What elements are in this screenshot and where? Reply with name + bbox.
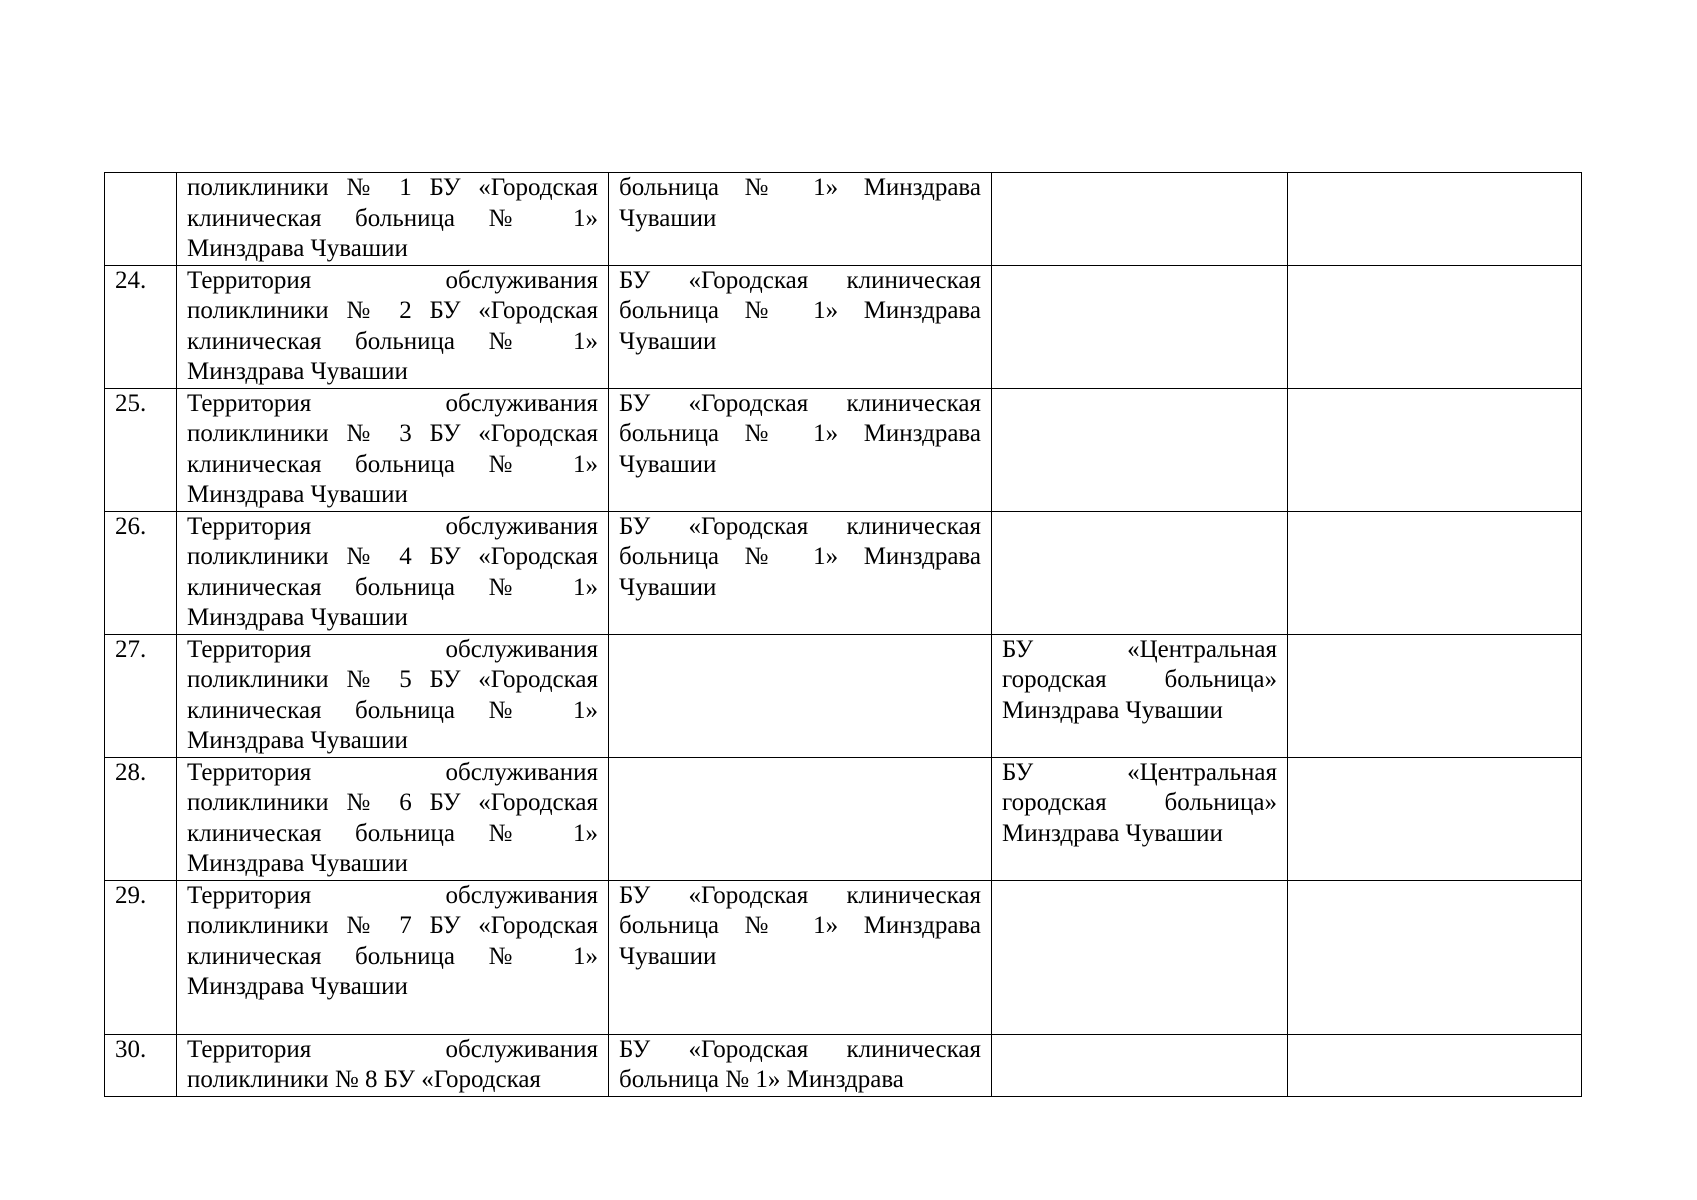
extra-cell [1288, 511, 1582, 634]
central-hospital-cell [992, 880, 1288, 1034]
extra-cell [1288, 173, 1582, 266]
territory-cell [177, 634, 609, 757]
row-number-cell [105, 880, 177, 1034]
table-row [105, 511, 1582, 634]
table-row [105, 880, 1582, 1034]
central-hospital-text: БУ «Центральная городская больница» Минздрава Чувашии [1002, 758, 1277, 847]
hospital-text: БУ «Городская клиническая больница № 1» Минздрава Чувашии [619, 512, 981, 601]
territory-text: Территория обслуживания поликлиники № 8 БУ «Городская [187, 1035, 598, 1093]
row-number-cell [105, 1034, 177, 1096]
territory-text: Территория обслуживания поликлиники № 6 БУ «Городская клиническая больница № 1» Минздрава Чувашии [187, 758, 598, 877]
extra-cell [1288, 388, 1582, 511]
territory-cell [177, 388, 609, 511]
territory-cell [177, 173, 609, 266]
extra-cell [1288, 1034, 1582, 1096]
territory-text: Территория обслуживания поликлиники № 2 БУ «Городская клиническая больница № 1» Минздрава Чувашии [187, 266, 598, 385]
hospital-cell [609, 1034, 992, 1096]
table-row [105, 757, 1582, 880]
table-row [105, 388, 1582, 511]
row-number-cell [105, 265, 177, 388]
row-number: 29. [115, 881, 147, 909]
row-number: 25. [115, 389, 147, 417]
hospital-cell [609, 173, 992, 266]
territory-text: Территория обслуживания поликлиники № 7 БУ «Городская клиническая больница № 1» Минздрава Чувашии [187, 881, 598, 1000]
row-number-cell [105, 173, 177, 266]
hospital-text: БУ «Городская клиническая больница № 1» Минздрава Чувашии [619, 389, 981, 478]
territory-text: поликлиники № 1 БУ «Городская клиническая больница № 1» Минздрава Чувашии [187, 174, 598, 262]
table-row [105, 173, 1582, 266]
row-number-cell [105, 511, 177, 634]
central-hospital-cell [992, 265, 1288, 388]
row-number-cell [105, 757, 177, 880]
central-hospital-cell [992, 634, 1288, 757]
hospital-cell [609, 511, 992, 634]
row-number: 27. [115, 635, 147, 663]
row-number: 30. [115, 1035, 147, 1063]
table-row [105, 1034, 1582, 1096]
row-number-cell [105, 388, 177, 511]
hospital-text: БУ «Городская клиническая больница № 1» Минздрава Чувашии [619, 881, 981, 970]
territory-cell [177, 1034, 609, 1096]
hospital-text: БУ «Городская клиническая больница № 1» Минздрава Чувашии [619, 266, 981, 355]
central-hospital-cell [992, 511, 1288, 634]
territory-text: Территория обслуживания поликлиники № 5 БУ «Городская клиническая больница № 1» Минздрава Чувашии [187, 635, 598, 754]
table-row [105, 265, 1582, 388]
central-hospital-cell [992, 388, 1288, 511]
row-number: 24. [115, 266, 147, 294]
territory-cell [177, 757, 609, 880]
central-hospital-text: БУ «Центральная городская больница» Минздрава Чувашии [1002, 635, 1277, 724]
hospital-text: БУ «Городская клиническая больница № 1» Минздрава [619, 1035, 981, 1093]
territory-text: Территория обслуживания поликлиники № 3 БУ «Городская клиническая больница № 1» Минздрава Чувашии [187, 389, 598, 508]
extra-cell [1288, 265, 1582, 388]
row-number-cell [105, 634, 177, 757]
row-number: 28. [115, 758, 147, 786]
central-hospital-cell [992, 1034, 1288, 1096]
extra-cell [1288, 880, 1582, 1034]
hospital-cell [609, 265, 992, 388]
hospital-cell [609, 757, 992, 880]
hospital-cell [609, 634, 992, 757]
territory-cell [177, 265, 609, 388]
extra-cell [1288, 634, 1582, 757]
table-row [105, 634, 1582, 757]
territory-cell [177, 880, 609, 1034]
hospital-cell [609, 388, 992, 511]
row-number: 26. [115, 512, 147, 540]
central-hospital-cell [992, 173, 1288, 266]
hospital-text: больница № 1» Минздрава Чувашии [619, 174, 981, 232]
territory-text: Территория обслуживания поликлиники № 4 БУ «Городская клиническая больница № 1» Минздрава Чувашии [187, 512, 598, 631]
central-hospital-cell [992, 757, 1288, 880]
territory-cell [177, 511, 609, 634]
extra-cell [1288, 757, 1582, 880]
assignment-table [104, 172, 1582, 1097]
hospital-cell [609, 880, 992, 1034]
